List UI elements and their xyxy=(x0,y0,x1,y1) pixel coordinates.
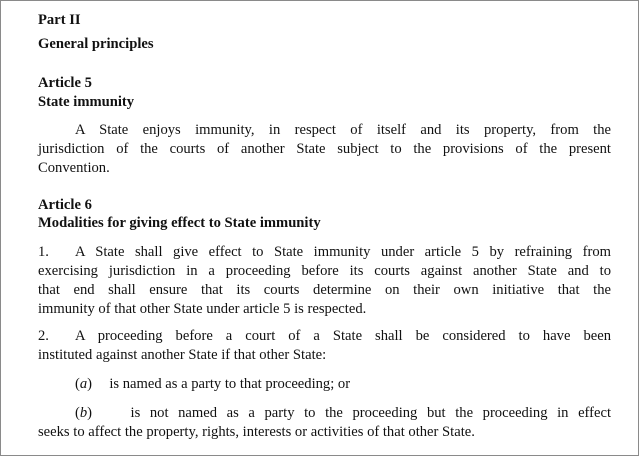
paragraph-line: instituted against another State if that other State: xyxy=(38,347,327,363)
article-5-line: Convention. xyxy=(38,160,110,176)
article-6-number: Article 6 xyxy=(38,197,92,213)
item-marker: (b) xyxy=(75,405,93,421)
item-text: is named as a party to that proceeding; or xyxy=(109,376,351,392)
article-6-title: Modalities for giving effect to State immunity xyxy=(38,215,321,231)
list-item-a xyxy=(75,375,350,394)
article-6-paragraph-1 xyxy=(38,243,611,319)
article-5-paragraph xyxy=(38,121,611,178)
paragraph-line: A proceeding before a court of a State shall be considered to have been xyxy=(75,328,611,344)
paragraph-line: that end shall ensure that its courts determine on their own initiative that the xyxy=(38,282,611,298)
article-6-paragraph-2 xyxy=(38,327,611,365)
paragraph-line: A State shall give effect to State immunity under article 5 by refraining from xyxy=(75,244,611,260)
list-item-b xyxy=(38,404,611,442)
paragraph-line: exercising jurisdiction in a proceeding before its courts against another State and to xyxy=(38,263,611,279)
article-5-title: State immunity xyxy=(38,94,135,110)
article-5-line: A State enjoys immunity, in respect of itself and its property, from the xyxy=(75,122,611,138)
part-subtitle: General principles xyxy=(38,36,154,52)
part-title: Part II xyxy=(38,12,81,28)
paragraph-line: immunity of that other State under article 5 is respected. xyxy=(38,301,367,317)
item-line: (b) is not named as a party to the proceeding but the proceeding in effect xyxy=(75,405,612,421)
item-marker: (a) xyxy=(75,376,93,392)
article-5-line: jurisdiction of the courts of another State subject to the provisions of the present xyxy=(38,141,611,157)
item-line: seeks to affect the property, rights, interests or activities of that other State. xyxy=(38,424,475,440)
paragraph-number: 1. xyxy=(38,244,49,260)
article-5-number: Article 5 xyxy=(38,75,92,91)
paragraph-number: 2. xyxy=(38,328,49,344)
